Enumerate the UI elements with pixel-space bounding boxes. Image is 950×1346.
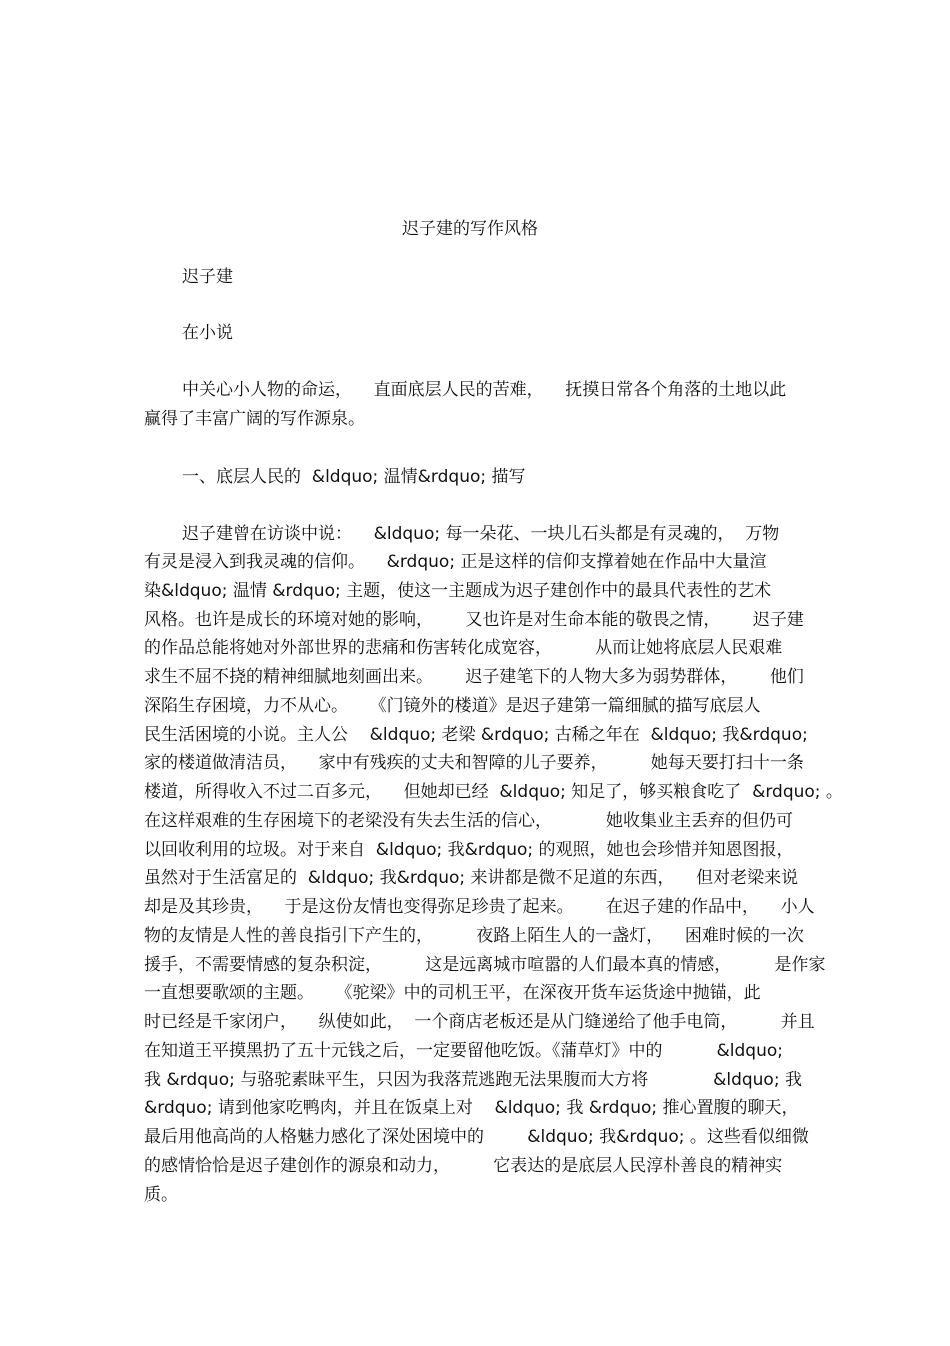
body-line: 在知道王平摸黑扔了五十元钱之后，一定要留他吃饭。《蒲草灯》中的 &ldquo;: [144, 1041, 784, 1061]
body-line: 以回收利用的垃圾。对于来自 &ldquo; 我&rdquo; 的观照，她也会珍惜并知恩图报，: [144, 840, 794, 860]
section-heading: 一、底层人民的 &ldquo; 温情&rdquo; 描写: [182, 467, 526, 487]
body-line: 求生不屈不挠的精神细腻地刻画出来。 迟子建笔下的人物大多为弱势群体， 他们: [144, 667, 804, 687]
body-line: 风格。也许是成长的环境对她的影响， 又也许是对生命本能的敬畏之情， 迟子建: [144, 610, 804, 630]
body-line: 时已经是千家闭户， 纵使如此， 一个商店老板还是从门缝递给了他手电筒， 并且: [144, 1012, 815, 1032]
author-line: 迟子建: [182, 267, 233, 287]
body-line: 迟子建曾在访谈中说： &ldquo; 每一朵花、一块儿石头都是有灵魂的， 万物: [182, 524, 780, 544]
body-line: 深陷生存困境，力不从心。 《门镜外的楼道》是迟子建第一篇细腻的描写底层人: [144, 696, 761, 716]
body-line: 虽然对于生活富足的 &ldquo; 我&rdquo; 来讲都是微不足道的东西， 但对老梁来说: [144, 868, 799, 888]
body-line: 楼道，所得收入不过二百多元， 但她却已经 &ldquo; 知足了，够买粮食吃了 &rdquo; 。: [144, 782, 843, 802]
subheading-line: 在小说: [182, 323, 233, 343]
body-line: 援手，不需要情感的复杂积淀， 这是远离城市喧嚣的人们最本真的情感， 是作家: [144, 955, 826, 975]
body-line: 染&ldquo; 温情 &rdquo; 主题，使这一主题成为迟子建创作中的最具代表性的艺术: [144, 581, 772, 601]
intro-line: 赢得了丰富广阔的写作源泉。: [144, 409, 365, 429]
body-line: 质。: [144, 1185, 178, 1205]
body-line: &rdquo; 请到他家吃鸭肉，并且在饭桌上对 &ldquo; 我 &rdquo; 推心置腹的聊天，: [144, 1098, 799, 1118]
body-line: 物的友情是人性的善良指引下产生的， 夜路上陌生人的一盏灯， 困难时候的一次: [144, 926, 804, 946]
body-line: 的作品总能将她对外部世界的悲痛和伤害转化成宽容， 从而让她将底层人民艰难: [144, 638, 783, 658]
document-title: 迟子建的写作风格: [402, 219, 538, 239]
body-line: 的感情恰恰是迟子建创作的源泉和动力， 它表达的是底层人民淳朴善良的精神实: [144, 1156, 783, 1176]
body-line: 最后用他高尚的人格魅力感化了深处困境中的 &ldquo; 我&rdquo; 。这些看似细微: [144, 1127, 809, 1147]
body-line: 在这样艰难的生存困境下的老梁没有失去生活的信心， 她收集业主丢弃的但仍可: [144, 811, 794, 831]
body-line: 有灵是浸入到我灵魂的信仰。 &rdquo; 正是这样的信仰支撑着她在作品中大量渲: [144, 552, 767, 572]
body-line: 一直想要歌颂的主题。 《驼梁》中的司机王平，在深夜开货车运货途中抛锚，此: [144, 983, 761, 1003]
body-line: 家的楼道做清洁员， 家中有残疾的丈夫和智障的儿子要养， 她每天要打扫十一条: [144, 753, 804, 773]
intro-line: 中关心小人物的命运， 直面底层人民的苦难， 抚摸日常各个角落的土地以此: [182, 380, 787, 400]
body-line: 却是及其珍贵， 于是这份友情也变得弥足珍贵了起来。 在迟子建的作品中， 小人: [144, 897, 815, 917]
body-line: 我 &rdquo; 与骆驼素昧平生，只因为我落荒逃跑无法果腹而大方将 &ldquo; 我: [144, 1070, 802, 1090]
body-line: 民生活困境的小说。主人公 &ldquo; 老梁 &rdquo; 古稀之年在 &ldquo; 我&rdquo;: [144, 725, 808, 745]
